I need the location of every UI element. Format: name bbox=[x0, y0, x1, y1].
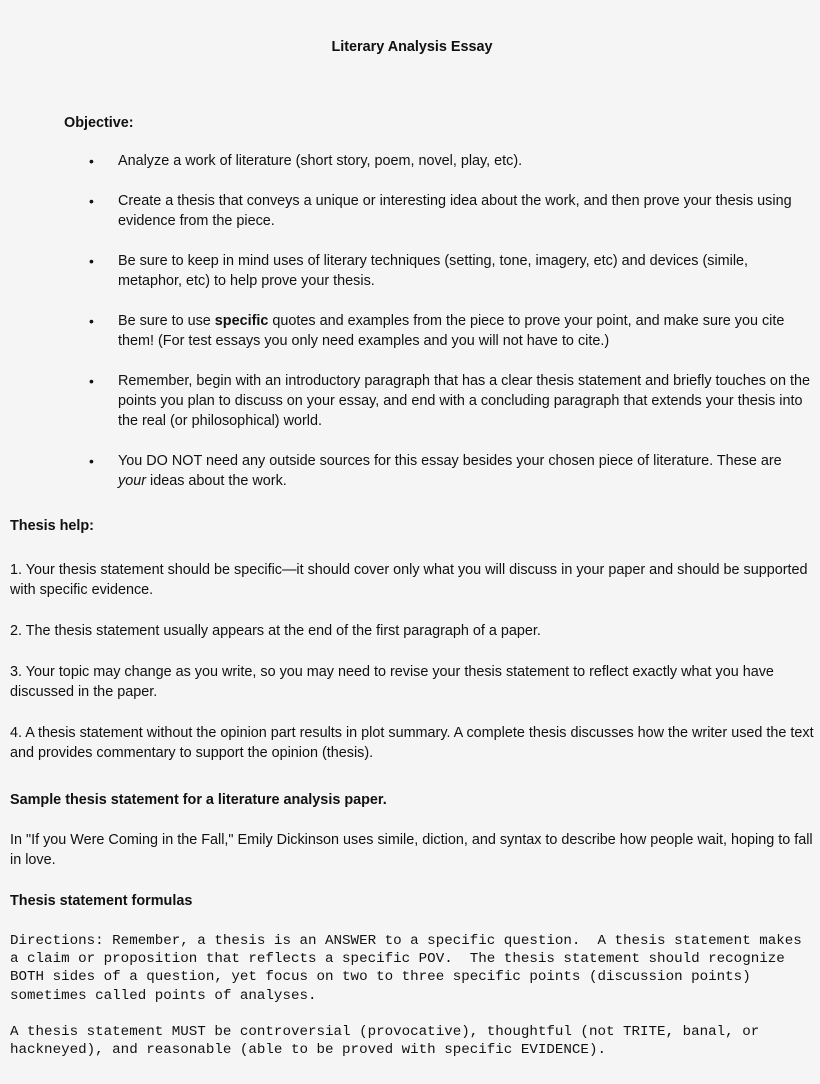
objective-item-text: Analyze a work of literature (short story, poem, novel, play, etc). bbox=[118, 153, 523, 169]
sample-thesis-text: In "If you Were Coming in the Fall," Emily Dickinson uses simile, diction, and syntax to describe how people wait, hoping to fall in love. bbox=[10, 832, 813, 868]
document-title: Literary Analysis Essay bbox=[331, 39, 493, 55]
objective-item-text-pre: Be sure to use bbox=[118, 313, 215, 329]
bullet-icon: • bbox=[89, 313, 94, 329]
objective-item-2 bbox=[0, 191, 820, 231]
objective-heading: Objective: bbox=[64, 115, 134, 131]
objective-item-text-post: ideas about the work. bbox=[146, 473, 287, 489]
thesis-help-item-2: 2. The thesis statement usually appears at the end of the first paragraph of a paper. bbox=[10, 623, 541, 639]
bullet-icon: • bbox=[89, 153, 94, 169]
emphasis-specific: specific bbox=[214, 313, 269, 329]
objective-item-text-post: quotes and examples from the piece to prove your point, and make sure you cite them! (For test essays you only need examples and you will not have to cite.) bbox=[118, 313, 785, 349]
objective-item-1 bbox=[0, 151, 820, 171]
bullet-icon: • bbox=[89, 453, 94, 469]
thesis-help-heading: Thesis help: bbox=[10, 518, 94, 534]
formulas-must: A thesis statement MUST be controversial (provocative), thoughtful (not TRITE, banal, or hackneyed), and reasonable (able to be proved with specific EVIDENCE). bbox=[10, 1024, 760, 1059]
bullet-icon: • bbox=[89, 373, 94, 389]
thesis-help-item-1: 1. Your thesis statement should be specific—it should cover only what you will discuss in your paper and should be supported with specific evidence. bbox=[10, 562, 808, 598]
objective-item-5 bbox=[0, 371, 820, 431]
thesis-help-item-3: 3. Your topic may change as you write, so you may need to revise your thesis statement to reflect exactly what you have discussed in the paper. bbox=[10, 664, 774, 700]
objective-item-6 bbox=[0, 451, 820, 491]
objective-item-3 bbox=[0, 251, 820, 291]
formulas-heading: Thesis statement formulas bbox=[10, 893, 193, 909]
objective-list bbox=[0, 151, 820, 511]
thesis-help-item-4: 4. A thesis statement without the opinion part results in plot summary. A complete thesis discusses how the writer used the text and provides commentary to support the opinion (thesis). bbox=[10, 725, 814, 761]
sample-heading: Sample thesis statement for a literature analysis paper. bbox=[10, 792, 387, 808]
formulas-directions: Directions: Remember, a thesis is an ANSWER to a specific question. A thesis statement makes a claim or proposition that reflects a specific POV. The thesis statement should recognize BOTH sides of a question, yet focus on two to three specific points (discussion points) sometimes called points of analyses. bbox=[10, 933, 802, 1004]
objective-item-text: Create a thesis that conveys a unique or interesting idea about the work, and then prove your thesis using evidence from the piece. bbox=[118, 193, 792, 229]
objective-item-text: Be sure to keep in mind uses of literary techniques (setting, tone, imagery, etc) and devices (simile, metaphor, etc) to help prove your thesis. bbox=[118, 253, 749, 289]
emphasis-your: your bbox=[118, 473, 146, 489]
objective-item-text-pre: You DO NOT need any outside sources for this essay besides your chosen piece of literature. These are bbox=[118, 453, 782, 469]
objective-item-4 bbox=[0, 311, 820, 351]
bullet-icon: • bbox=[89, 253, 94, 269]
bullet-icon: • bbox=[89, 193, 94, 209]
objective-item-text: Remember, begin with an introductory paragraph that has a clear thesis statement and briefly touches on the points you plan to discuss on your essay, and end with a concluding paragraph that extends your thesis into the real (or philosophical) world. bbox=[118, 373, 810, 429]
